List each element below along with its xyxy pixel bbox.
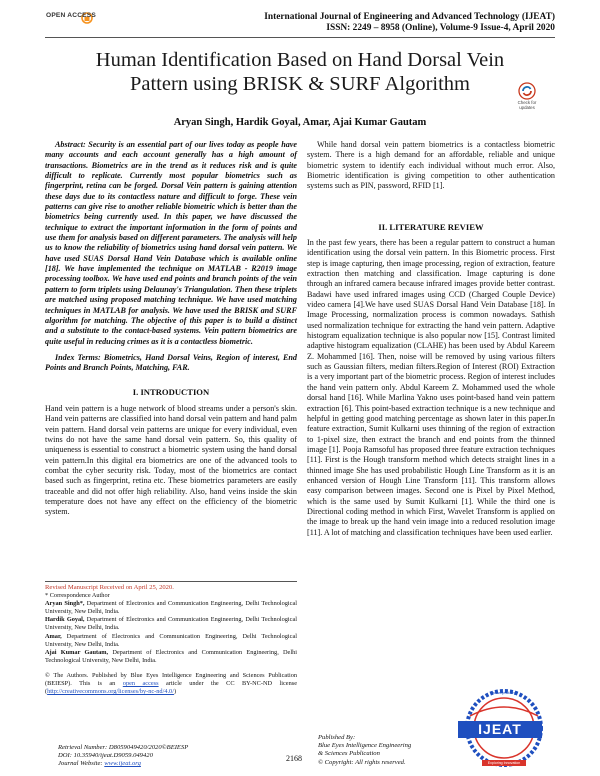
title-line-2: Pattern using BRISK & SURF Algorithm	[129, 73, 470, 95]
author-2-name: Hardik Goyal,	[45, 616, 85, 624]
index-terms: Index Terms: Biometrics, Hand Dorsal Veins, Region of interest, End Points and Branch Points, Matching, FAR.	[45, 353, 297, 373]
open-access-text: OPEN ACCESS	[46, 12, 96, 19]
manuscript-notes	[45, 584, 297, 696]
ijeat-logo-text: IJEAT	[478, 721, 522, 737]
affiliation-1-text: Department of Electronics and Communication Engineering, Delhi Technological University, New Delhi, India.	[45, 600, 298, 616]
footer-left	[58, 744, 248, 769]
open-access-link[interactable]: open access	[122, 680, 159, 688]
page-title	[40, 48, 560, 96]
authors: Aryan Singh, Hardik Goyal, Amar, Ajai Kumar Gautam	[173, 117, 427, 128]
seal-ring-text: www.ijeat.org	[492, 690, 516, 695]
doi: DOI: 10.35940/ijeat.D9059.049420	[58, 752, 153, 760]
check-updates-text: Check for updates	[517, 100, 537, 110]
intro-heading: I. INTRODUCTION	[132, 387, 210, 397]
affiliation-1	[45, 600, 297, 616]
author-4-name: Ajai Kumar Gautam,	[45, 648, 109, 656]
affiliation-2	[45, 616, 297, 632]
author-1-name: Aryan Singh*,	[45, 600, 85, 608]
title-line-1: Human Identification Based on Hand Dorsal Vein	[95, 49, 505, 71]
license-suffix: )	[173, 688, 177, 696]
literature-review-paragraph: In the past few years, there has been a regular pattern to construct a human identification using the dorsal vein pattern. In this Biometric process. First step is image capturing, then image processing, region of extraction, feature extraction then matching and classification. Image capturing is done through an infrared camera because infrared images provide better contrast. Badawi have used infrared images using CCD (Charged Couple Device) video camera [4].We have used SUAS Dorsal Hand Vein Database [18]. In Image Processing, normalization process is common nowadays. Sathish used normalization technique for extracting the hand vein pattern. Adaptive histogram equalization technique is also popular now [15]. Contrast limited adaptive histogram equalization (CLAHE) has been used by Abdul Kareem Z. Mohammed [16]. Then, noise will be removed by using various filters such as Gaussian filters, median filters.Region of Interest (ROI) Extraction is a very important part of the biometric process. Region of interest includes the hand vein pattern only. Abdul Kareem Z. Mohammed used the whole dorsal hand [16]. While Marlina Yakno uses point-based hand vein pattern extraction [6]. This point-based extraction technique is a new technique and helpful in getting good matching percentage as shown later in this paper.In feature extraction, Sumit Kulkarni uses thinning of the region of extraction to 1-pixel size, then extract the branch and end points from the thinned image [1]. Pooja Ramsoful has proposed three feature extraction techniques [11]. First is the Hough transform method which detects straight lines in a thinned image She has used probabilistic Hough Line Transform as it is an enhanced version of Hough Line Transform [11]. This transform allows easy comparison between images. Second one is Pixel by Pixel Method, which is the same used by Sumit Kulkarni [1]. While the third one is Directional coding method in which First, Wavelet Transform is applied on the image to break up the hand vein image into a reduced resolution image [11]. A lot of matching and classification techniques have been used earlier.	[307, 238, 555, 537]
open-access-logo	[46, 11, 120, 23]
check-for-updates-badge[interactable]	[514, 82, 540, 112]
journal-website	[58, 760, 248, 768]
literature-review-heading: II. LITERATURE REVIEW	[378, 222, 484, 232]
published-by: Published By:	[318, 734, 356, 741]
license-text	[45, 672, 297, 696]
affiliation-4-text: Department of Electronics and Communication Engineering, Delhi Technological University, New Delhi, India.	[45, 648, 297, 664]
right-intro-paragraph: While hand dorsal vein pattern biometrics is a contactless biometric system. There is a high demand for an affordable, reliable and unique biometric system to identify each individual without much error. Also, Biometric identification is giving competition to other authentication systems such as PIN, password, RFID [1].	[307, 140, 555, 191]
publisher: Blue Eyes Intelligence Engineering	[318, 742, 412, 750]
cc-license-link[interactable]: http://creativecommons.org/licenses/by-nc-nd/4.0/	[47, 688, 174, 696]
author-3-name: Amar,	[45, 632, 62, 640]
license-prefix: © The Authors. Published by Blue Eyes Intelligence Engineering and Sciences Publication (BEIESP). This is an	[45, 671, 297, 688]
affiliation-2-text: Department of Electronics and Communication Engineering, Delhi Technological University, New Delhi, India.	[45, 616, 297, 632]
license-middle: article under the CC BY-NC-ND license (	[45, 680, 297, 696]
publisher-2: & Sciences Publication	[318, 750, 380, 758]
affiliation-3	[45, 633, 297, 649]
retrieval-number: Retrieval Number: D8059049420/2020©BEIESP	[58, 744, 189, 751]
journal-name: International Journal of Engineering and Advanced Technology (IJEAT)	[264, 12, 555, 22]
intro-paragraph: Hand vein pattern is a huge network of blood streams under a person's skin. Hand vein patterns are classified into hand dorsal vein pattern and hand palm vein pattern. Hand dorsal vein patterns are unique for every individual, even twins do not have the same hand dorsal vein pattern. So, this quality of uniqueness is essential to construct a biometric system using the hand dorsal vein pattern.In this digital era biometrics are one of the advanced tools to combat the cyber security risk. Today, most of the biometrics are contact based such as fingerprint, retina etc. These biometrics parameters are easily traceable and did not offer high reliability. Also, hand veins inside the skin temperature does not have any effect on the efficiency of the biometric system.	[45, 404, 297, 517]
affiliation-4	[45, 649, 297, 665]
website-label: Journal Website:	[58, 760, 103, 768]
footer-right	[318, 734, 458, 767]
update-icon	[518, 82, 536, 100]
seal-tagline: Exploring Innovation	[487, 761, 521, 765]
correspondence-note: * Correspondence Author	[45, 592, 110, 600]
website-link[interactable]: www.ijeat.org	[104, 760, 141, 768]
abstract: Abstract: Security is an essential part of our lives today as people have many accounts and each account generally has a high amount of transactions. Biometrics are in the trend as it reduces risk and is quite difficult to replicate. Currently most popular biometrics such as fingerprint, retina can be forged. Dorsal Vein pattern is gaining attention these days due to its contactless nature and difficult to forge. These vein patterns can give rise to another reliable biometric which is better than the biometrics being currently used. In this paper, we have discussed the technique to extract the important information in the form of points and use them for analysis based on different parameters. The analysis will help us to know the reliability of biometrics using hand dorsal vein pattern. We have used SUAS Dorsal Hand Vein Database which is available online [18]. We have implemented the technique on MATLAB - R2019 image processing toolbox. We have used end points and branch points of the vein pattern to form triplets using Delaunay's Triangulation. Then these triplets are matched using proposed matching technique. We have used matching techniques in MATLAB for analysis. We have used the BRISK and SURF algorithm for matching. The objective of this paper is to build a distinct and a substitute to the contact-based systems. Vein pattern biometrics are quite useful in reducing crimes as it is a contactless biometric.	[45, 140, 297, 346]
copyright: © Copyright: All rights reserved.	[318, 758, 406, 766]
footnote-rule	[45, 581, 297, 582]
revised-date: Revised Manuscript Received on April 25, 2020.	[45, 584, 174, 591]
issn-line: ISSN: 2249 – 8958 (Online), Volume-9 Issue-4, April 2020	[326, 23, 555, 33]
affiliation-3-text: Department of Electronics and Communication Engineering, Delhi Technological University, New Delhi, India.	[45, 632, 297, 648]
ijeat-seal	[454, 688, 546, 768]
page-number: 2168	[286, 754, 302, 763]
header-rule	[45, 37, 555, 38]
